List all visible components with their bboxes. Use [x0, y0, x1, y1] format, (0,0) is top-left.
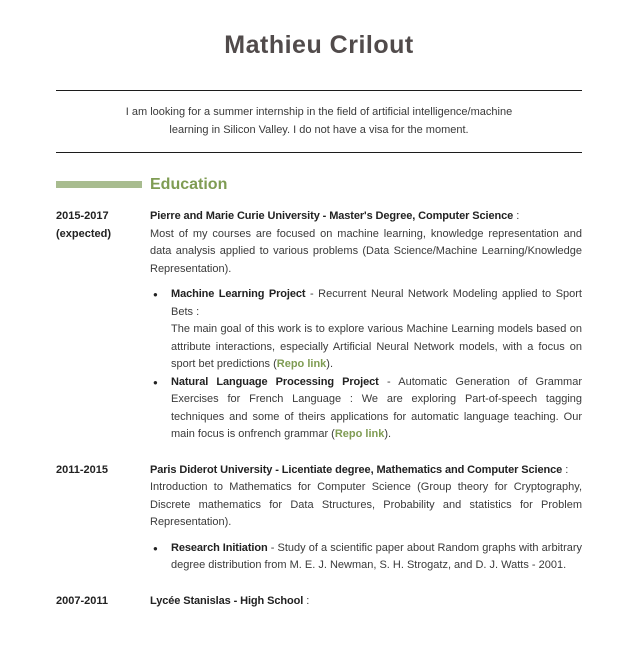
list-item	[150, 374, 582, 444]
entry-date-range: 2007-2011	[56, 594, 108, 607]
entry-description: Most of my courses are focused on machine learning, knowledge representation and data analysis applied to various problems (Data Science/Machine Learning/Knowledge Representation).	[150, 227, 582, 275]
bullet-body-end: ).	[384, 428, 392, 440]
bullet-text	[171, 540, 582, 575]
intro-quote	[56, 104, 582, 139]
entry-title-colon: :	[303, 594, 310, 607]
education-entry-master	[56, 208, 582, 448]
bullet-text	[171, 374, 582, 444]
divider-top	[56, 90, 582, 91]
bullet-project-title: Natural Language Processing Project	[171, 375, 379, 388]
section-title-education: Education	[150, 176, 228, 193]
entry-title: Lycée Stanislas - High School	[150, 594, 304, 607]
resume-page	[0, 30, 638, 610]
entry-content	[150, 593, 582, 611]
entry-content	[150, 208, 582, 448]
entry-bullet-list	[150, 286, 582, 444]
entry-title-colon: :	[562, 463, 569, 476]
entry-dates	[56, 208, 150, 243]
section-heading-education	[56, 175, 582, 194]
education-entry-highschool	[56, 593, 582, 611]
bullet-body: - Study of a scientific paper about Random graphs with arbitrary degree distribution from M. E. J. Newman, S. H. Strogatz, and D. J. Watts - 2001.	[171, 541, 583, 571]
list-item	[150, 286, 582, 374]
bullet-body: - Automatic Generation of Grammar Exercises for French Language : We are exploring Part-of-speech tagging techniques and some of theirs applications for automatic language teaching. Our main focus is onfrench grammar (	[171, 375, 582, 440]
entry-date-range: 2015-2017	[56, 210, 109, 222]
section-bar-cell	[56, 181, 150, 188]
intro-quote-line2: learning in Silicon Valley. I do not have a visa for the moment.	[169, 123, 469, 136]
page-title: Mathieu Crilout	[224, 31, 414, 59]
entry-date-note: (expected)	[56, 227, 112, 240]
education-entry-licentiate	[56, 462, 582, 579]
bullet-project-title: Machine Learning Project	[171, 288, 306, 300]
entry-title: Paris Diderot University - Licentiate degree, Mathematics and Computer Science	[150, 463, 563, 476]
bullet-subtitle: - Recurrent Neural Network Modeling applied to Sport Bets :	[171, 288, 582, 318]
entry-title: Pierre and Marie Curie University - Master's Degree, Computer Science	[150, 210, 514, 222]
section-rule-bar	[56, 181, 142, 188]
repo-link[interactable]: Repo link	[334, 428, 385, 440]
bullet-icon: ●	[153, 543, 158, 553]
entry-dates	[56, 462, 150, 480]
repo-link[interactable]: Repo link	[276, 358, 327, 370]
entry-content	[150, 462, 582, 579]
entry-paragraph	[150, 462, 582, 532]
divider-quote-bottom	[56, 152, 582, 153]
bullet-icon: ●	[153, 377, 158, 387]
intro-quote-line1: I am looking for a summer internship in the field of artificial intelligence/machine	[125, 106, 513, 118]
list-item	[150, 540, 582, 575]
education-section	[56, 175, 582, 610]
entry-date-range: 2011-2015	[56, 463, 108, 476]
bullet-icon: ●	[153, 290, 158, 299]
bullet-text	[171, 286, 582, 374]
entry-dates	[56, 593, 150, 611]
entry-paragraph	[150, 208, 582, 278]
bullet-body-end: ).	[326, 358, 334, 370]
bullet-project-title: Research Initiation	[171, 541, 268, 554]
entry-title-colon: :	[513, 210, 520, 222]
entry-description: Introduction to Mathematics for Computer Science (Group theory for Cryptography, Discrete mathematics for Data Structures, Probability and statistics for Problem Representation).	[150, 481, 582, 528]
bullet-body: The main goal of this work is to explore various Machine Learning models based on attribute interactions, especially Artificial Neural Network models, with a focus on sport bet predictions (	[171, 323, 582, 370]
entry-bullet-list	[150, 540, 582, 575]
entry-paragraph	[150, 593, 582, 611]
